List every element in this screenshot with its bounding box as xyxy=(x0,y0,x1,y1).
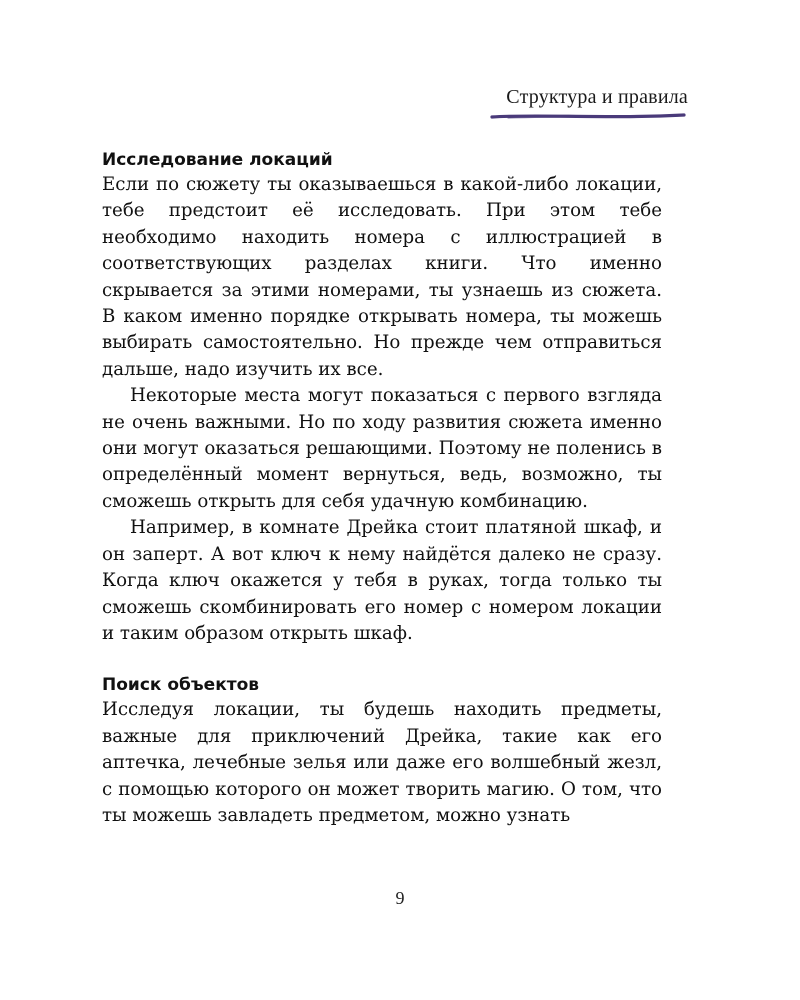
page-number: 9 xyxy=(395,888,405,908)
running-header-title: Структура и правила xyxy=(506,86,688,108)
section-location-exploration xyxy=(102,148,662,647)
paragraph: Если по сюжету ты оказываешься в какой-либо локации, тебе предстоит её исследовать. При этом тебе необходимо находить номера с иллюстрацией в соответствующих разделах книги. Что именно скрывается за этими номерами, ты узнаешь из сюжета. В каком именно порядке открывать номера, ты можешь выбирать самостоятельно. Но прежде чем отправиться дальше, надо изучить их все. xyxy=(102,174,662,380)
paragraph: Например, в комнате Дрейка стоит платяной шкаф, и он заперт. А вот ключ к нему найдётся далеко не сразу. Когда ключ окажется у тебя в руках, тогда только ты сможешь скомбинировать его номер с номером локации и таким образом открыть шкаф. xyxy=(102,517,662,644)
section-heading: Поиск объектов xyxy=(102,675,260,696)
paragraph: Некоторые места могут показаться с первого взгляда не очень важными. Но по ходу развития сюжета именно они могут оказаться решающими. Поэтому не поленись в определённый момент вернуться, ведь, возможно, ты сможешь открыть для себя удачную комбинацию. xyxy=(102,385,662,512)
running-header xyxy=(488,86,688,121)
page-body xyxy=(102,148,662,829)
header-underline-stroke xyxy=(488,111,688,121)
paragraph: Исследуя локации, ты будешь находить предметы, важные для приключений Дрейка, такие как его аптечка, лечебные зелья или даже его волшебный жезл, с помощью которого он может творить магию. О том, что ты можешь завладеть предметом, можно узнать xyxy=(102,699,662,826)
section-object-search xyxy=(102,673,662,829)
section-heading: Исследование локаций xyxy=(102,150,333,170)
